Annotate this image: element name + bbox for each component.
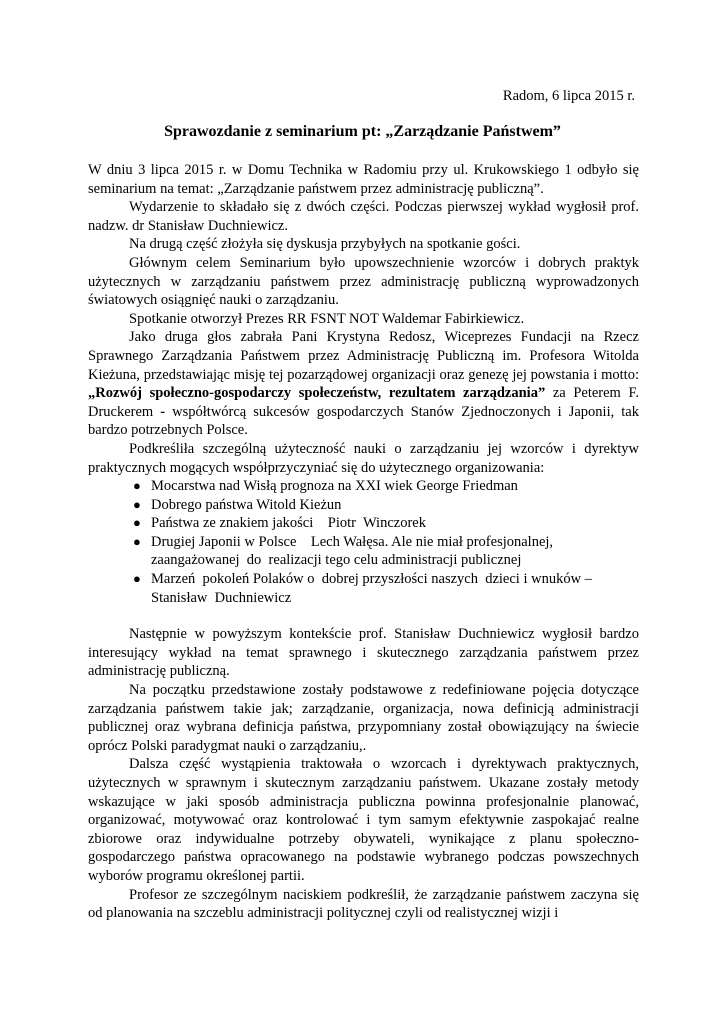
paragraph-usefulness: Podkreśliła szczególną użyteczność nauki o zarządzaniu jej wzorców i dyrektyw praktycznych mogących współprzyczyniać się do użytecznego organizowania:: [88, 440, 639, 476]
dash-text: -: [160, 403, 166, 420]
paragraph-second-speaker-text: Jako druga głos zabrała Pani Krystyna Redosz, Wiceprezes Fundacji na Rzecz Sprawnego Zarządzania Państwem przez Administrację Publiczną im. Profesora Witolda Kieżuna, przedstawiając misję tej pozarządowej organizacji oraz genezę jej powstania i motto:: [88, 329, 639, 383]
bullet-list: [88, 477, 639, 607]
paragraph-discussion: Na drugą część złożyła się dyskusja przybyłych na spotkanie gości.: [129, 236, 521, 253]
list-item-text: Mocarstwa nad Wisłą prognoza na XXI wiek George Friedman: [151, 478, 518, 495]
bullet-icon: ●: [133, 533, 141, 549]
paragraph-second-speaker: [88, 328, 639, 440]
list-item: [88, 514, 639, 533]
paragraph-goal: Głównym celem Seminarium było upowszechnienie wzorców i dobrych praktyk użytecznych w zarządzaniu państwem przez administrację publiczną wyprowadzonych światowych osiągnięć nauki o zarządzaniu.: [88, 254, 639, 309]
bullet-icon: ●: [133, 571, 141, 587]
list-item-text: Państwa ze znakiem jakości Piotr Winczorek: [151, 515, 426, 532]
paragraph-intro: W dniu 3 lipca 2015 r. w Domu Technika w Radomiu przy ul. Krukowskiego 1 odbyło się seminarium na temat: „Zarządzanie państwem przez administrację publiczną”.: [88, 162, 639, 197]
list-item-text: Dobrego państwa Witold Kieżun: [151, 496, 342, 513]
paragraph-lecture: Następnie w powyższym kontekście prof. Stanisław Duchniewicz wygłosił bardzo interesujący wykład na temat sprawnego i skutecznego zarządzania państwem przez administrację publiczną.: [88, 626, 639, 680]
list-item-text: Drugiej Japonii w Polsce Lech Wałęsa. Ale nie miał profesjonalnej, zaangażowanej do realizacji tego celu administracji publicznej: [151, 533, 557, 569]
motto-text: „Rozwój społeczno-gospodarczy społeczeństw, rezultatem zarządzania”: [88, 385, 546, 402]
paragraph-planning: Profesor ze szczególnym naciskiem podkreślił, że zarządzanie państwem zaczyna się od planowania na szczeblu administracji politycznej czyli od realistycznej wizji i: [88, 886, 639, 922]
document-body: [88, 161, 639, 923]
paragraph-opening: Spotkanie otworzył Prezes RR FSNT NOT Waldemar Fabirkiewicz.: [129, 310, 525, 327]
list-item: [88, 533, 639, 570]
list-item: [88, 496, 639, 515]
bullet-icon: ●: [133, 496, 141, 512]
paragraph-definitions: Na początku przedstawione zostały podstawowe z redefiniowane pojęcia dotyczące zarządzania państwem takie jak; zarządzanie, organizacja, nowa definicją administracji publicznej oraz wybrana definicja państwa, przypomniany został obowiązujący na świecie oprócz Polski paradygmat nauki o zarządzaniu,.: [88, 682, 639, 754]
document-title: Sprawozdanie z seminarium pt: „Zarządzanie Państwem”: [164, 123, 561, 140]
list-item: [88, 477, 639, 496]
bullet-icon: ●: [133, 515, 141, 531]
bullet-icon: ●: [133, 478, 141, 494]
paragraph-methods: Dalsza część wystąpienia traktowała o wzorcach i dyrektywach praktycznych, użytecznych w sprawnym i skutecznym zarządzaniu państwem. Ukazane zostały metody wskazujące w jaki sposób administracja publiczna powinna profesjonalnie planować, organizować, motywować oraz kontrolować i tym samym efektywnie zaspokajać realne zbiorowe oraz indywidualne potrzeby obywateli, wynikające z planu społeczno-gospodarczego państwa opracowanego na podstawie wybranego podczas powszechnych wyborów programu określonej partii.: [88, 756, 639, 884]
paragraph-drucker-text: za Peterem F. Druckerem: [88, 385, 639, 420]
list-item: [88, 570, 639, 607]
list-item-text: Marzeń pokoleń Polaków o dobrej przyszłości naszych dzieci i wnuków – Stanisław Duchniewicz: [151, 571, 596, 606]
paragraph-event-parts: Wydarzenie to składało się z dwóch części. Podczas pierwszej wykład wygłosił prof. nadzw. dr Stanisław Duchniewicz.: [88, 199, 639, 234]
paragraph-drucker-rest: współtwórcą sukcesów gospodarczych Stanów Zjednoczonych i Japonii, tak bardzo potrzebnych Polsce.: [88, 403, 639, 439]
document-date: Radom, 6 lipca 2015 r.: [502, 88, 635, 104]
